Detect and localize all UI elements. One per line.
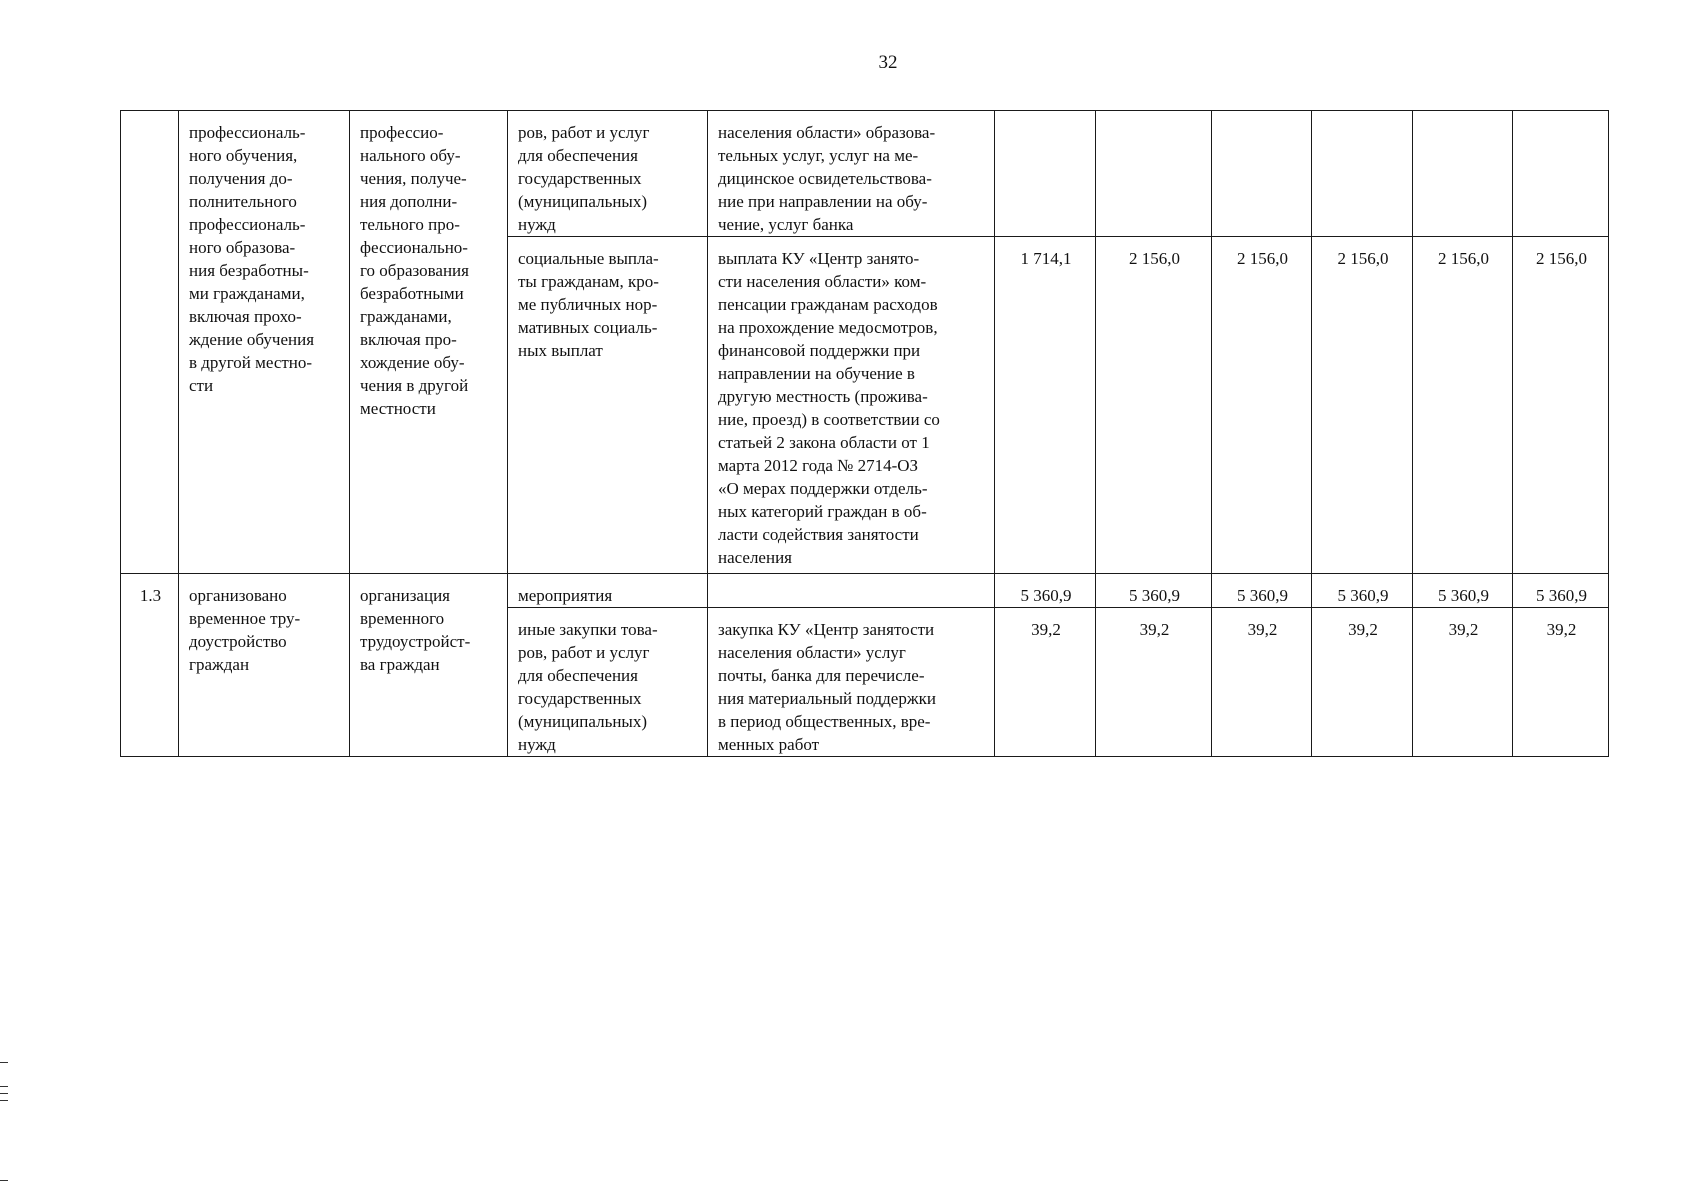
scan-margin-mark: [0, 1062, 8, 1063]
value-cell: 39,2: [1096, 608, 1212, 757]
value-cell: 2 156,0: [1513, 237, 1609, 574]
value-cell: [1413, 111, 1513, 237]
result-cell: организовано временное тру- доустройство граждан: [179, 574, 350, 757]
event-cell: организация временного трудоустройст- ва граждан: [350, 574, 508, 757]
value-cell: [995, 111, 1096, 237]
value-cell: 1 714,1: [995, 237, 1096, 574]
expense-type-cell: ров, работ и услуг для обеспечения государственных (муниципальных) нужд: [508, 111, 708, 237]
scan-margin-mark: [0, 1093, 8, 1094]
value-cell: 5 360,9: [1212, 574, 1312, 608]
scan-margin-mark: [0, 1086, 8, 1087]
table-row: [121, 574, 1609, 608]
value-cell: 2 156,0: [1312, 237, 1413, 574]
scan-margin-mark: [0, 1100, 8, 1101]
value-cell: 39,2: [995, 608, 1096, 757]
value-cell: 5 360,9: [995, 574, 1096, 608]
page-number: 32: [878, 52, 898, 73]
value-cell: 5 360,9: [1096, 574, 1212, 608]
value-cell: 5 360,9: [1312, 574, 1413, 608]
value-cell: 39,2: [1413, 608, 1513, 757]
expense-type-cell: мероприятия: [508, 574, 708, 608]
value-cell: [1212, 111, 1312, 237]
expense-type-cell: иные закупки това- ров, работ и услуг для обеспечения государственных (муниципальных) нужд: [508, 608, 708, 757]
value-cell: 39,2: [1212, 608, 1312, 757]
direction-cell: выплата КУ «Центр занято- сти населения области» ком- пенсации гражданам расходов на прохождение медосмотров, финансовой поддержки при направлении на обучение в другую местность (прожива- ние, проезд) в соответствии со статьей 2 закона области от 1 марта 2012 года № 2714-ОЗ «О мерах поддержки отдель- ных категорий граждан в об- ласти содействия занятости населения: [708, 237, 995, 574]
row-index: 1.3: [121, 574, 179, 757]
value-cell: [1096, 111, 1212, 237]
value-cell: 2 156,0: [1413, 237, 1513, 574]
event-cell: профессио- нального обу- чения, получе- ния дополни- тельного про- фессионально- го образования безработными гражданами, включая про- хождение обу- чения в другой местности: [350, 111, 508, 574]
value-cell: 2 156,0: [1212, 237, 1312, 574]
result-cell: профессиональ- ного обучения, получения до- полнительного профессиональ- ного образова- ния безработны- ми гражданами, включая прохо- ждение обучения в другой местно- сти: [179, 111, 350, 574]
row-index: [121, 111, 179, 574]
value-cell: 39,2: [1312, 608, 1413, 757]
direction-cell: [708, 574, 995, 608]
value-cell: 39,2: [1513, 608, 1609, 757]
value-cell: [1513, 111, 1609, 237]
budget-table: [120, 110, 1609, 757]
value-cell: 2 156,0: [1096, 237, 1212, 574]
scan-margin-mark: [0, 1180, 8, 1181]
value-cell: 5 360,9: [1513, 574, 1609, 608]
expense-type-cell: социальные выпла- ты гражданам, кро- ме публичных нор- мативных социаль- ных выплат: [508, 237, 708, 574]
value-cell: 5 360,9: [1413, 574, 1513, 608]
direction-cell: закупка КУ «Центр занятости населения области» услуг почты, банка для перечисле- ния материальный поддержки в период общественных, вре- менных работ: [708, 608, 995, 757]
value-cell: [1312, 111, 1413, 237]
direction-cell: населения области» образова- тельных услуг, услуг на ме- дицинское освидетельствова- ние при направлении на обу- чение, услуг банка: [708, 111, 995, 237]
table-row: [121, 111, 1609, 237]
